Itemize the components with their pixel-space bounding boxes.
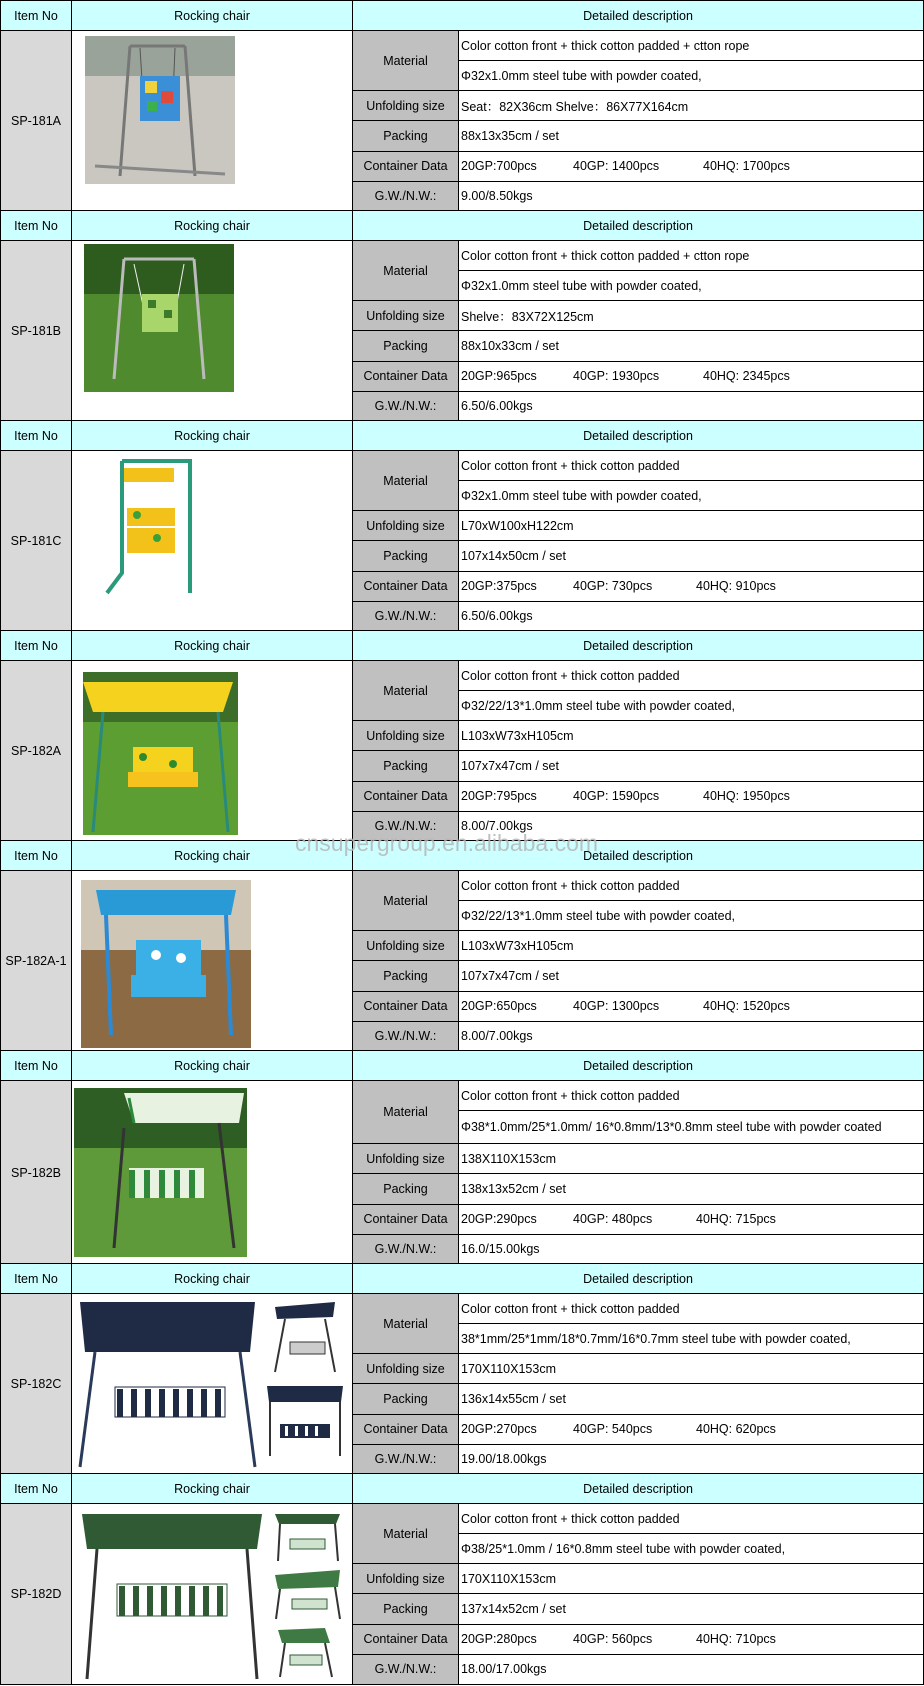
product-block (0, 0, 924, 212)
weight-label: G.W./N.W.: (353, 1234, 459, 1264)
swing-chair-photo (75, 1297, 260, 1472)
container-40gp: 40GP: 1300pcs (573, 999, 660, 1014)
item-code: SP-181C (1, 451, 72, 632)
container-40hq: 40HQ: 910pcs (696, 579, 776, 594)
weight-label: G.W./N.W.: (353, 811, 459, 841)
container-40hq: 40HQ: 1520pcs (703, 999, 790, 1014)
container-label: Container Data (353, 151, 459, 181)
product-name-header: Rocking chair (72, 841, 353, 871)
description-header: Detailed description (353, 211, 924, 241)
packing-label: Packing (353, 751, 459, 781)
item-code: SP-182D (1, 1504, 72, 1685)
weight-value: 8.00/7.00kgs (459, 1021, 924, 1051)
item-code: SP-182C (1, 1294, 72, 1475)
item-code: SP-182B (1, 1081, 72, 1265)
weight-label: G.W./N.W.: (353, 1444, 459, 1474)
container-label: Container Data (353, 1204, 459, 1234)
container-40hq: 40HQ: 620pcs (696, 1422, 776, 1437)
container-20gp: 20GP:290pcs (461, 1212, 537, 1227)
material-line-2: Φ32x1.0mm steel tube with powder coated, (459, 271, 924, 301)
item-no-header: Item No (1, 841, 72, 871)
weight-label: G.W./N.W.: (353, 391, 459, 421)
item-no-header: Item No (1, 1264, 72, 1294)
description-header: Detailed description (353, 631, 924, 661)
product-block (0, 840, 924, 1052)
material-line-2: Φ32x1.0mm steel tube with powder coated, (459, 481, 924, 511)
unfolding-label: Unfolding size (353, 511, 459, 541)
weight-value: 16.0/15.00kgs (459, 1234, 924, 1264)
packing-size: 137x14x52cm / set (459, 1594, 924, 1624)
swing-chair-photo (77, 1509, 267, 1684)
material-line-2: 38*1mm/25*1mm/18*0.7mm/16*0.7mm steel tube with powder coated, (459, 1324, 924, 1354)
product-block (0, 1050, 924, 1265)
product-block (0, 420, 924, 632)
unfolding-label: Unfolding size (353, 1564, 459, 1594)
packing-label: Packing (353, 961, 459, 991)
packing-label: Packing (353, 1594, 459, 1624)
container-20gp: 20GP:650pcs (461, 999, 537, 1014)
weight-value: 9.00/8.50kgs (459, 181, 924, 211)
packing-size: 107x7x47cm / set (459, 961, 924, 991)
material-line-2: Φ32/22/13*1.0mm steel tube with powder coated, (459, 901, 924, 931)
container-40gp: 40GP: 1590pcs (573, 789, 660, 804)
watermark: cnsupergroup.en.alibaba.com (295, 830, 599, 856)
container-40gp: 40GP: 560pcs (573, 1632, 653, 1647)
product-name-header: Rocking chair (72, 1264, 353, 1294)
container-20gp: 20GP:965pcs (461, 369, 537, 384)
container-40gp: 40GP: 540pcs (573, 1422, 653, 1437)
swing-chair-photo (84, 244, 234, 392)
unfolding-size: 138X110X153cm (459, 1144, 924, 1174)
container-label: Container Data (353, 1624, 459, 1654)
packing-label: Packing (353, 331, 459, 361)
product-name-header: Rocking chair (72, 421, 353, 451)
weight-label: G.W./N.W.: (353, 1021, 459, 1051)
material-line-1: Color cotton front + thick cotton padded (459, 451, 924, 481)
unfolding-size: Shelve：83X72X125cm (459, 301, 924, 331)
unfolding-label: Unfolding size (353, 931, 459, 961)
swing-chair-thumbnail (270, 1509, 345, 1564)
weight-label: G.W./N.W.: (353, 601, 459, 631)
container-40hq: 40HQ: 2345pcs (703, 369, 790, 384)
item-no-header: Item No (1, 1, 72, 31)
description-header: Detailed description (353, 421, 924, 451)
container-40hq: 40HQ: 715pcs (696, 1212, 776, 1227)
container-label: Container Data (353, 991, 459, 1021)
material-label: Material (353, 1294, 459, 1354)
swing-chair-thumbnail (265, 1384, 345, 1459)
unfolding-size: 170X110X153cm (459, 1564, 924, 1594)
packing-label: Packing (353, 121, 459, 151)
product-name-header: Rocking chair (72, 211, 353, 241)
item-code: SP-182A-1 (1, 871, 72, 1052)
product-photo (72, 1504, 353, 1685)
product-name-header: Rocking chair (72, 1474, 353, 1504)
description-header: Detailed description (353, 1, 924, 31)
swing-chair-thumbnail (265, 1297, 345, 1377)
weight-value: 8.00/7.00kgs (459, 811, 924, 841)
product-photo (72, 241, 353, 422)
product-photo (72, 661, 353, 842)
unfolding-size: L70xW100xH122cm (459, 511, 924, 541)
swing-chair-photo (74, 1088, 247, 1257)
item-code: SP-181A (1, 31, 72, 212)
container-data (459, 991, 924, 1021)
weight-label: G.W./N.W.: (353, 181, 459, 211)
description-header: Detailed description (353, 841, 924, 871)
product-name-header: Rocking chair (72, 1, 353, 31)
material-line-2: Φ32/22/13*1.0mm steel tube with powder coated, (459, 691, 924, 721)
weight-label: G.W./N.W.: (353, 1654, 459, 1684)
container-data (459, 571, 924, 601)
container-label: Container Data (353, 1414, 459, 1444)
product-photo (72, 871, 353, 1052)
swing-chair-photo (81, 880, 251, 1048)
container-40hq: 40HQ: 1700pcs (703, 159, 790, 174)
packing-size: 88x10x33cm / set (459, 331, 924, 361)
product-photo (72, 1294, 353, 1475)
product-name-header: Rocking chair (72, 631, 353, 661)
container-label: Container Data (353, 781, 459, 811)
packing-size: 107x7x47cm / set (459, 751, 924, 781)
container-data (459, 151, 924, 181)
material-line-1: Color cotton front + thick cotton padded + ctton rope (459, 241, 924, 271)
material-label: Material (353, 1504, 459, 1564)
container-data (459, 1204, 924, 1234)
unfolding-size: L103xW73xH105cm (459, 931, 924, 961)
swing-chair-thumbnail (270, 1625, 345, 1680)
item-code: SP-181B (1, 241, 72, 422)
material-line-1: Color cotton front + thick cotton padded + ctton rope (459, 31, 924, 61)
container-40gp: 40GP: 480pcs (573, 1212, 653, 1227)
container-label: Container Data (353, 361, 459, 391)
packing-label: Packing (353, 541, 459, 571)
swing-chair-photo (83, 672, 238, 835)
unfolding-label: Unfolding size (353, 1144, 459, 1174)
container-data (459, 1624, 924, 1654)
unfolding-label: Unfolding size (353, 1354, 459, 1384)
product-block (0, 1473, 924, 1685)
material-line-1: Color cotton front + thick cotton padded (459, 1294, 924, 1324)
material-line-1: Color cotton front + thick cotton padded (459, 1081, 924, 1111)
material-line-1: Color cotton front + thick cotton padded (459, 661, 924, 691)
item-no-header: Item No (1, 421, 72, 451)
material-label: Material (353, 31, 459, 91)
weight-value: 18.00/17.00kgs (459, 1654, 924, 1684)
description-header: Detailed description (353, 1474, 924, 1504)
container-20gp: 20GP:270pcs (461, 1422, 537, 1437)
description-header: Detailed description (353, 1051, 924, 1081)
unfolding-size: Seat：82X36cm Shelve：86X77X164cm (459, 91, 924, 121)
container-data (459, 781, 924, 811)
unfolding-size: 170X110X153cm (459, 1354, 924, 1384)
packing-size: 88x13x35cm / set (459, 121, 924, 151)
item-no-header: Item No (1, 1051, 72, 1081)
product-photo (72, 31, 353, 212)
material-label: Material (353, 661, 459, 721)
unfolding-label: Unfolding size (353, 91, 459, 121)
description-header: Detailed description (353, 1264, 924, 1294)
unfolding-size: L103xW73xH105cm (459, 721, 924, 751)
swing-chair-photo (85, 36, 235, 184)
item-no-header: Item No (1, 211, 72, 241)
material-line-1: Color cotton front + thick cotton padded (459, 871, 924, 901)
container-40hq: 40HQ: 710pcs (696, 1632, 776, 1647)
swing-chair-thumbnail (270, 1567, 345, 1622)
material-line-2: Φ32x1.0mm steel tube with powder coated, (459, 61, 924, 91)
material-line-2: Φ38/25*1.0mm / 16*0.8mm steel tube with powder coated, (459, 1534, 924, 1564)
product-block (0, 630, 924, 842)
product-block (0, 210, 924, 422)
container-20gp: 20GP:795pcs (461, 789, 537, 804)
packing-size: 107x14x50cm / set (459, 541, 924, 571)
product-photo (72, 451, 353, 632)
container-data (459, 1414, 924, 1444)
container-40gp: 40GP: 730pcs (573, 579, 653, 594)
material-label: Material (353, 241, 459, 301)
unfolding-label: Unfolding size (353, 301, 459, 331)
weight-value: 6.50/6.00kgs (459, 601, 924, 631)
packing-label: Packing (353, 1384, 459, 1414)
container-20gp: 20GP:280pcs (461, 1632, 537, 1647)
packing-size: 136x14x55cm / set (459, 1384, 924, 1414)
product-block (0, 1263, 924, 1475)
container-label: Container Data (353, 571, 459, 601)
item-code: SP-182A (1, 661, 72, 842)
material-label: Material (353, 1081, 459, 1144)
container-40gp: 40GP: 1400pcs (573, 159, 660, 174)
product-photo (72, 1081, 353, 1265)
container-20gp: 20GP:375pcs (461, 579, 537, 594)
weight-value: 6.50/6.00kgs (459, 391, 924, 421)
material-line-2: Φ38*1.0mm/25*1.0mm/ 16*0.8mm/13*0.8mm steel tube with powder coated (459, 1111, 924, 1144)
container-data (459, 361, 924, 391)
unfolding-label: Unfolding size (353, 721, 459, 751)
material-label: Material (353, 871, 459, 931)
packing-size: 138x13x52cm / set (459, 1174, 924, 1204)
swing-chair-photo (102, 453, 202, 603)
material-label: Material (353, 451, 459, 511)
item-no-header: Item No (1, 631, 72, 661)
container-20gp: 20GP:700pcs (461, 159, 537, 174)
product-name-header: Rocking chair (72, 1051, 353, 1081)
packing-label: Packing (353, 1174, 459, 1204)
container-40gp: 40GP: 1930pcs (573, 369, 660, 384)
weight-value: 19.00/18.00kgs (459, 1444, 924, 1474)
item-no-header: Item No (1, 1474, 72, 1504)
container-40hq: 40HQ: 1950pcs (703, 789, 790, 804)
material-line-1: Color cotton front + thick cotton padded (459, 1504, 924, 1534)
